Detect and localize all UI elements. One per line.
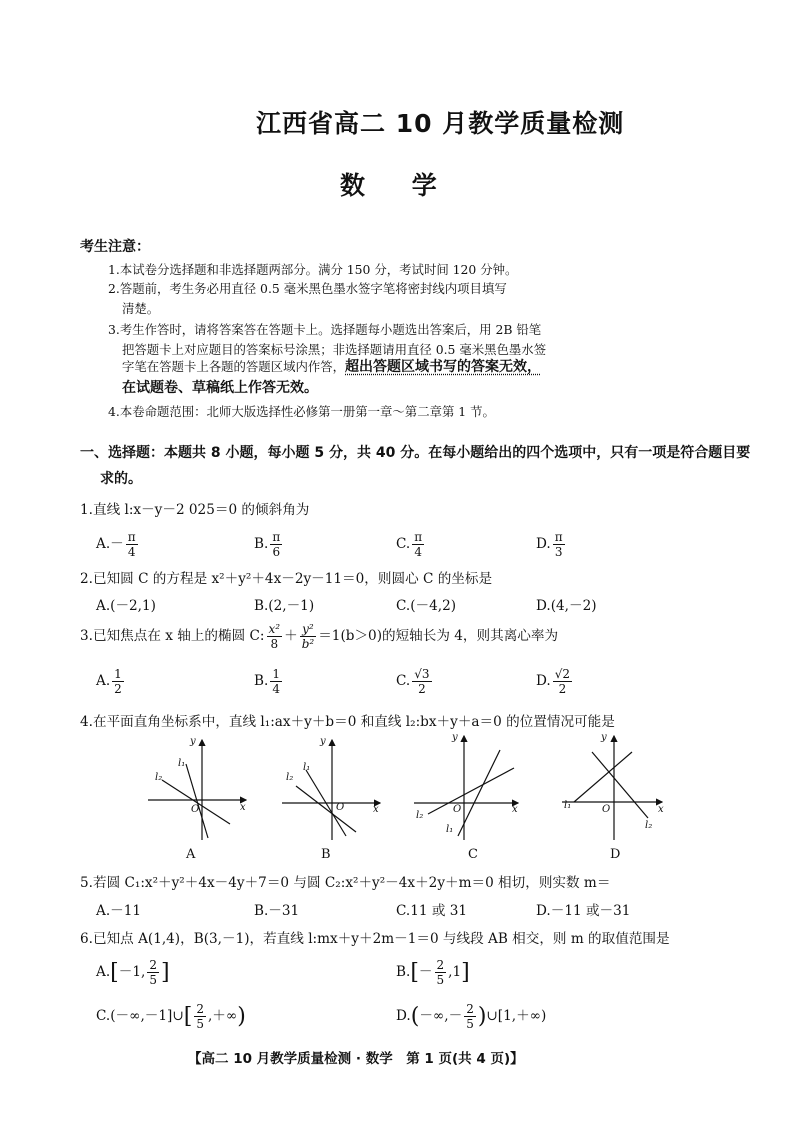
graph-c-l1-label: l₁ xyxy=(446,824,454,835)
graph-d-line-l1 xyxy=(574,752,632,802)
question-2-option-d: D.(4,－2) xyxy=(536,598,597,614)
denominator: 4 xyxy=(127,545,136,559)
graph-c-caption: C xyxy=(468,847,478,862)
interval-end: ,1 xyxy=(448,964,462,980)
question-6-option-c xyxy=(96,1002,246,1031)
notice-item-2-line-1: 2.答题前，考生务必用直径 0.5 毫米黑色墨水签字笔将密封线内项目填写 xyxy=(108,281,507,296)
subject-title: 数 学 xyxy=(340,171,437,200)
graph-a-caption: A xyxy=(186,847,196,862)
numerator: π xyxy=(414,530,423,544)
page-footer: 【高二 10 月教学质量检测 · 数学 第 1 页(共 4 页)】 xyxy=(188,1051,524,1067)
bracket: [ xyxy=(183,1004,193,1029)
section-heading-line-1: 一、选择题：本题共 8 小题，每小题 5 分，共 40 分。在每小题给出的四个选项中，只有一项是符合题目要 xyxy=(80,445,751,461)
option-label: A. xyxy=(96,673,111,689)
question-5-stem: 5.若圆 C₁:x²＋y²＋4x－4y＋7＝0 与圆 C₂:x²＋y²－4x＋2y＋m＝0 相切，则实数 m＝ xyxy=(80,875,611,891)
notice-item-3-line-1: 3.考生作答时，请将答案答在答题卡上。选择题每小题选出答案后，用 2B 铅笔 xyxy=(108,322,542,337)
graph-d-caption: D xyxy=(610,847,621,862)
bracket: ] xyxy=(461,960,470,985)
denominator: 5 xyxy=(466,1017,474,1031)
graph-b-l1-label: l₁ xyxy=(303,762,311,773)
question-6-option-b xyxy=(396,958,470,987)
option-label: A. xyxy=(96,964,111,980)
notice-item-3-line-3a: 字笔在答题卡上各题的答题区域内作答， xyxy=(122,359,346,374)
notice-item-1: 1.本试卷分选择题和非选择题两部分。满分 150 分，考试时间 120 分钟。 xyxy=(108,262,518,277)
question-2-option-a: A.(－2,1) xyxy=(96,598,156,614)
bracket: ) xyxy=(477,1004,487,1029)
notice-heading: 考生注意： xyxy=(80,239,150,255)
question-6-stem: 6.已知点 A(1,4)，B(3,－1)，若直线 l:mx＋y＋2m－1＝0 与线段 AB 相交，则 m 的取值范围是 xyxy=(80,931,670,947)
bracket: [ xyxy=(110,960,119,985)
option-label: D. xyxy=(536,536,551,552)
option-label: A. xyxy=(96,536,111,552)
question-5-option-a: A.－11 xyxy=(96,903,142,919)
numerator: 1 xyxy=(272,667,280,681)
option-label: D. xyxy=(536,673,551,689)
option-label: C. xyxy=(96,1008,111,1024)
question-5-option-c: C.11 或 31 xyxy=(396,903,468,919)
notice-item-4: 4.本卷命题范围：北师大版选择性必修第一册第一章～第二章第 1 节。 xyxy=(108,404,495,419)
numerator: π xyxy=(272,530,281,544)
numerator: π xyxy=(127,530,136,544)
graph-c-origin: O xyxy=(453,804,462,815)
graph-b-caption: B xyxy=(321,847,331,862)
graph-a-line-l2 xyxy=(162,780,230,824)
interval-start: －∞,－ xyxy=(419,1008,463,1024)
graph-c-l2-label: l₂ xyxy=(416,810,424,821)
notice-item-2-line-2: 清楚。 xyxy=(122,301,160,316)
graph-d-x-label: x xyxy=(658,804,664,815)
denominator: 3 xyxy=(554,545,563,559)
option-label: C. xyxy=(396,536,411,552)
fraction xyxy=(194,1002,206,1031)
question-5-option-b: B.－31 xyxy=(254,903,300,919)
option-label: D. xyxy=(396,1008,411,1024)
fraction xyxy=(464,1002,476,1031)
denominator: 4 xyxy=(272,682,280,696)
question-4-stem: 4.在平面直角坐标系中，直线 l₁:ax＋y＋b＝0 和直线 l₂:bx＋y＋a＝0 的位置情况可能是 xyxy=(80,714,615,730)
graph-d-l2-label: l₂ xyxy=(645,820,653,831)
graph-c-y-label: y xyxy=(452,732,458,743)
interval-start: －1, xyxy=(118,964,146,980)
notice-item-3-line-2: 把答题卡上对应题目的答案标号涂黑；非选择题请用直径 0.5 毫米黑色墨水签 xyxy=(122,342,547,357)
denominator: 5 xyxy=(149,973,157,987)
graph-c-x-label: x xyxy=(512,804,518,815)
graph-a-l1-label: l₁ xyxy=(178,758,186,769)
interval-part: ∪[1,＋∞) xyxy=(486,1008,547,1024)
graph-b-l2-label: l₂ xyxy=(286,772,294,783)
graph-a-x-label: x xyxy=(240,802,246,813)
denominator: 6 xyxy=(272,545,281,559)
graph-a-line-l1 xyxy=(186,764,208,838)
graph-d-origin: O xyxy=(602,804,611,815)
option-label: B. xyxy=(254,536,269,552)
denominator: 8 xyxy=(270,637,279,651)
section-heading-line-2: 求的。 xyxy=(100,471,142,487)
numerator: x² xyxy=(268,622,281,636)
minus-sign: － xyxy=(110,536,124,552)
interval-part: (－∞,－1]∪ xyxy=(110,1008,184,1024)
denominator: 2 xyxy=(558,682,567,696)
denominator: 5 xyxy=(196,1017,204,1031)
denominator: b² xyxy=(301,637,315,651)
graph-d-l1-label: l₁ xyxy=(564,800,572,811)
interval-end: ,＋∞ xyxy=(207,1008,238,1024)
denominator: 4 xyxy=(414,545,423,559)
denominator: 2 xyxy=(114,682,122,696)
stem-part-1: 3.已知焦点在 x 轴上的椭圆 C: xyxy=(80,628,265,644)
question-2-option-c: C.(－4,2) xyxy=(396,598,457,614)
bracket: ] xyxy=(160,960,170,985)
question-1-stem: 1.直线 l:x－y－2 025＝0 的倾斜角为 xyxy=(80,502,310,518)
denominator: 5 xyxy=(436,973,445,987)
graph-a-y-label: y xyxy=(190,736,196,747)
numerator: y² xyxy=(302,622,314,636)
question-6-option-d xyxy=(396,1002,546,1031)
graph-b-origin: O xyxy=(336,802,345,813)
numerator: π xyxy=(554,530,563,544)
question-2-stem: 2.已知圆 C 的方程是 x²＋y²＋4x－2y－11＝0，则圆心 C 的坐标是 xyxy=(80,571,493,587)
numerator: √2 xyxy=(554,667,571,681)
graph-b-y-label: y xyxy=(320,736,326,747)
question-6-option-a xyxy=(96,958,170,987)
page-title: 江西省高二 10 月教学质量检测 xyxy=(256,109,625,138)
graph-a-origin: O xyxy=(191,804,200,815)
numerator: √3 xyxy=(414,667,430,681)
graph-d-y-label: y xyxy=(601,732,607,743)
option-label: B. xyxy=(396,964,411,980)
notice-emphasis-2: 在试题卷、草稿纸上作答无效。 xyxy=(122,380,318,396)
bracket: ( xyxy=(410,1004,420,1029)
bracket: [ xyxy=(410,960,419,985)
denominator: 2 xyxy=(418,682,426,696)
numerator: 2 xyxy=(149,958,157,972)
option-label: B. xyxy=(254,673,269,689)
fraction xyxy=(435,958,447,987)
question-2-option-b: B.(2,－1) xyxy=(254,598,315,614)
stem-part-2: ＝1(b＞0)的短轴长为 4，则其离心率为 xyxy=(318,628,559,644)
question-5-option-d: D.－11 或－31 xyxy=(536,903,631,919)
minus-sign: － xyxy=(418,964,433,980)
graph-b-line-l2 xyxy=(296,786,356,832)
plus-sign: ＋ xyxy=(284,628,298,644)
numerator: 1 xyxy=(114,667,122,681)
numerator: 2 xyxy=(196,1002,204,1016)
numerator: 2 xyxy=(436,958,445,972)
notice-emphasis-1: 超出答题区域书写的答案无效， xyxy=(345,359,542,375)
graph-a-l2-label: l₂ xyxy=(155,772,163,783)
bracket: ) xyxy=(237,1004,246,1029)
graph-c-line-l2 xyxy=(428,768,514,814)
fraction xyxy=(147,958,159,987)
graph-b-x-label: x xyxy=(373,804,379,815)
numerator: 2 xyxy=(466,1002,474,1016)
option-label: C. xyxy=(396,673,411,689)
